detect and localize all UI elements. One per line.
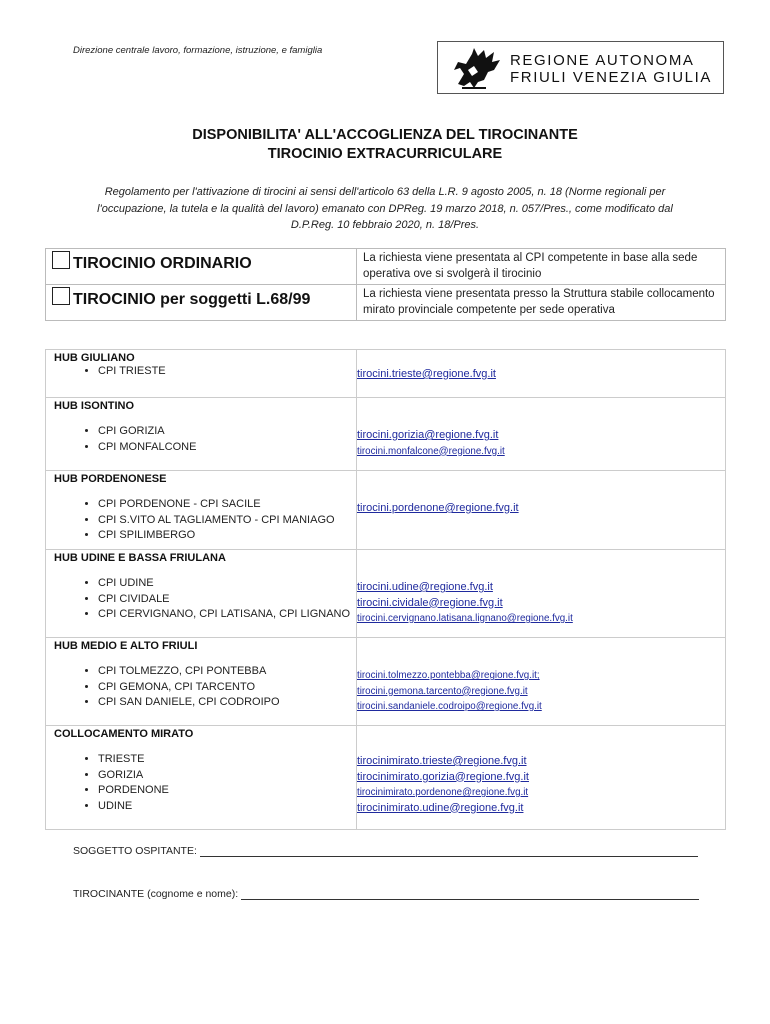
hub-name: HUB UDINE E BASSA FRIULANA: [54, 552, 226, 564]
list-item: • GORIZIA: [98, 768, 356, 784]
list-item: • CPI GORIZIA: [98, 424, 356, 440]
email-link[interactable]: tirocini.tolmezzo.pontebba@regione.fvg.it;: [357, 670, 540, 681]
regulation-line-2: l'occupazione, la tutela e la qualità del lavoro) emanato con DPReg. 19 marzo 2018, n. 057/Pres., come modificato dal: [97, 202, 673, 215]
hub-row: [46, 471, 726, 550]
hub-row: [46, 550, 726, 638]
document-subtitle: TIROCINIO EXTRACURRICULARE: [267, 146, 503, 162]
host-input-line[interactable]: [200, 856, 698, 857]
list-item: • CPI UDINE: [98, 576, 356, 592]
list-item: • CPI MONFALCONE: [98, 440, 356, 456]
email-link[interactable]: tirocini.udine@regione.fvg.it: [357, 581, 493, 593]
host-label: SOGGETTO OSPITANTE:: [73, 845, 197, 857]
list-item: • CPI CERVIGNANO, CPI LATISANA, CPI LIGNANO: [98, 607, 356, 623]
hub-row: [46, 350, 726, 398]
email-link[interactable]: tirocinimirato.trieste@regione.fvg.it: [357, 755, 527, 767]
list-item: • UDINE: [98, 799, 356, 815]
email-link[interactable]: tirocini.trieste@regione.fvg.it: [357, 368, 496, 380]
email-link[interactable]: tirocini.cividale@regione.fvg.it: [357, 596, 503, 609]
department-name: Direzione centrale lavoro, formazione, istruzione, e famiglia: [73, 45, 323, 56]
hub-name: COLLOCAMENTO MIRATO: [54, 728, 194, 740]
trainee-signature-line: [73, 888, 699, 900]
option-l68-label: TIROCINIO per soggetti L.68/99: [73, 291, 311, 308]
regulation-reference: [70, 184, 700, 234]
email-link[interactable]: tirocini.gemona.tarcento@regione.fvg.it: [357, 685, 528, 697]
hub-name: HUB ISONTINO: [54, 400, 135, 412]
hub-row: [46, 726, 726, 830]
hub-row: [46, 398, 726, 471]
list-item: • CPI CIVIDALE: [98, 592, 356, 608]
email-link[interactable]: tirocini.sandaniele.codroipo@regione.fvg.it: [357, 701, 542, 712]
checkbox-l68[interactable]: [52, 287, 70, 305]
option-l68[interactable]: [46, 285, 357, 321]
list-item: • CPI TRIESTE: [98, 364, 356, 380]
list-item: • CPI SAN DANIELE, CPI CODROIPO: [98, 695, 356, 711]
regulation-line-3: D.P.Reg. 10 febbraio 2020, n. 18/Pres.: [290, 219, 480, 231]
email-link[interactable]: tirocini.monfalcone@regione.fvg.it: [357, 445, 505, 457]
eagle-icon: [444, 44, 504, 92]
hub-name: HUB MEDIO E ALTO FRIULI: [54, 640, 198, 652]
email-link[interactable]: tirocini.gorizia@regione.fvg.it: [357, 429, 499, 441]
email-link[interactable]: tirocinimirato.gorizia@regione.fvg.it: [357, 770, 529, 783]
trainee-input-line[interactable]: [241, 899, 699, 900]
hub-row: [46, 638, 726, 726]
logo-line-2: FRIULI VENEZIA GIULIA: [510, 69, 712, 86]
list-item: • TRIESTE: [98, 752, 356, 768]
email-link[interactable]: tirocini.pordenone@regione.fvg.it: [357, 502, 519, 514]
list-item: • PORDENONE: [98, 783, 356, 799]
host-signature-line: [73, 845, 698, 857]
hub-name: HUB GIULIANO: [54, 352, 135, 364]
region-logo: [437, 41, 724, 94]
checkbox-ordinario[interactable]: [52, 251, 70, 269]
document-title: DISPONIBILITA' ALL'ACCOGLIENZA DEL TIROCINANTE: [192, 127, 578, 143]
list-item: • CPI TOLMEZZO, CPI PONTEBBA: [98, 664, 356, 680]
option-ordinario-desc: La richiesta viene presentata al CPI competente in base alla sede operativa ove si svolgerà il tirocinio: [357, 249, 726, 285]
list-item: • CPI PORDENONE - CPI SACILE: [98, 497, 356, 513]
traineeship-type-table: [45, 248, 726, 321]
regulation-line-1: Regolamento per l'attivazione di tirocini ai sensi dell'articolo 63 della L.R. 9 agosto 2005, n. 18 (Norme regionali per: [104, 186, 666, 198]
option-ordinario-label: TIROCINIO ORDINARIO: [73, 255, 252, 272]
email-link[interactable]: tirocinimirato.pordenone@regione.fvg.it: [357, 787, 529, 798]
logo-line-1: REGIONE AUTONOMA: [510, 52, 695, 69]
list-item: • CPI GEMONA, CPI TARCENTO: [98, 680, 356, 696]
hub-contacts-table: [45, 349, 726, 830]
option-ordinario[interactable]: [46, 249, 357, 285]
list-item: • CPI S.VITO AL TAGLIAMENTO - CPI MANIAGO: [98, 513, 356, 529]
trainee-label: TIROCINANTE (cognome e nome):: [73, 888, 239, 900]
email-link[interactable]: tirocini.cervignano.latisana.lignano@regione.fvg.it: [357, 613, 573, 624]
hub-name: HUB PORDENONESE: [54, 473, 167, 485]
email-link[interactable]: tirocinimirato.udine@regione.fvg.it: [357, 801, 524, 814]
list-item: • CPI SPILIMBERGO: [98, 528, 356, 544]
option-l68-desc: La richiesta viene presentata presso la Struttura stabile collocamento mirato provinciale competente per sede operativa: [357, 285, 726, 321]
